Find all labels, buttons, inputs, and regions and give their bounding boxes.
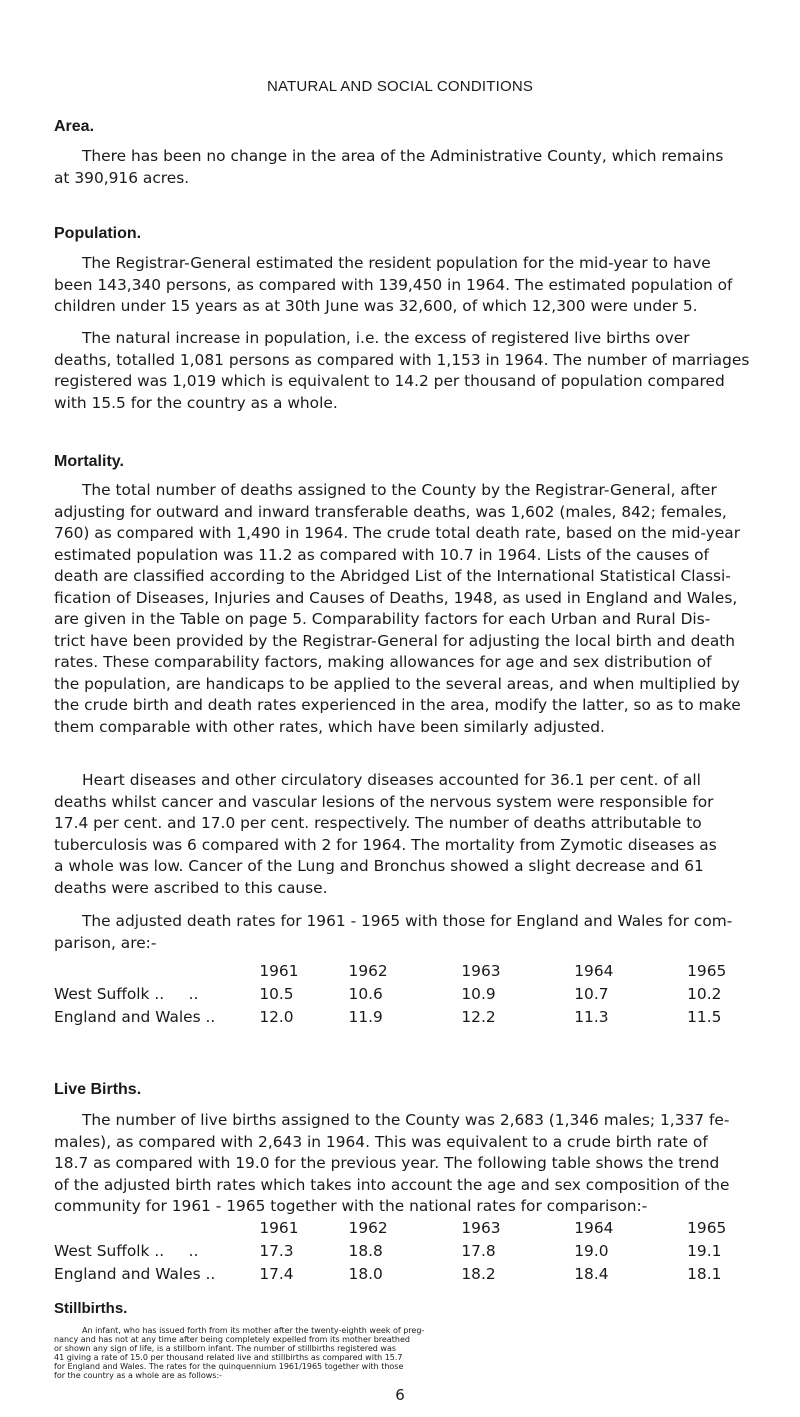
mortality-paragraph-1 — [54, 480, 754, 738]
mortality-p1-line-7: are given in the Table on page 5. Comparability factors for each Urban and Rural Dis- — [54, 610, 711, 628]
table-row — [54, 1008, 800, 1031]
year-header: 1964 — [574, 1219, 614, 1237]
mortality-p2-line-1: Heart diseases and other circulatory diseases accounted for 36.1 per cent. of all — [82, 771, 701, 789]
page-number: 6 — [395, 1386, 405, 1404]
stillbirths-line-6: for the country as a whole are as follows:- — [54, 1371, 223, 1380]
year-header: 1965 — [687, 1219, 727, 1237]
population-paragraph-2 — [54, 328, 754, 414]
heading-stillbirths: Stillbirths. — [54, 1300, 128, 1317]
mortality-p1-line-1: The total number of deaths assigned to the County by the Registrar-General, after — [82, 481, 717, 499]
table-cell: 11.3 — [574, 1008, 609, 1026]
table-cell: 11.5 — [687, 1008, 722, 1026]
mortality-p1-line-10: the population, are handicaps to be applied to the several areas, and when multiplied by — [54, 674, 740, 693]
population-p1-line-2: been 143,340 persons, as compared with 139,450 in 1964. The estimated population of — [54, 275, 733, 294]
heading-mortality: Mortality. — [54, 453, 124, 470]
mortality-p1-line-6: fication of Diseases, Injuries and Causes of Deaths, 1948, as used in England and Wales, — [54, 588, 738, 607]
mortality-p1-line-2: adjusting for outward and inward transferable deaths, was 1,602 (males, 842; females, — [54, 502, 727, 521]
birth-rates-table — [54, 1219, 800, 1288]
table-row — [54, 985, 800, 1008]
mortality-p3-line-1: The adjusted death rates for 1961 - 1965 with those for England and Wales for com- — [82, 912, 733, 930]
population-p2-line-3: registered was 1,019 which is equivalent to 14.2 per thousand of population compared — [54, 372, 725, 390]
year-header: 1965 — [687, 962, 727, 980]
table-cell: 10.6 — [348, 985, 383, 1003]
table-cell: 10.5 — [259, 985, 294, 1003]
mortality-paragraph-2 — [54, 770, 754, 899]
year-header: 1961 — [259, 962, 299, 980]
table-cell: 10.9 — [461, 985, 496, 1003]
area-paragraph — [54, 146, 754, 189]
table-cell: 17.8 — [461, 1242, 496, 1260]
stillbirths-line-2: nancy and has not at any time after being completely expelled from its mother breathed — [54, 1335, 410, 1344]
mortality-p1-line-8: trict have been provided by the Registrar-General for adjusting the local birth and death — [54, 631, 736, 650]
live-births-line-1: The number of live births assigned to the County was 2,683 (1,346 males; 1,337 fe- — [82, 1111, 730, 1129]
table-cell: 18.4 — [574, 1265, 609, 1283]
population-p2-line-4: with 15.5 for the country as a whole. — [54, 393, 338, 412]
table-cell: 18.1 — [687, 1265, 722, 1283]
table-cell: 17.3 — [259, 1242, 294, 1260]
table-cell: 10.2 — [687, 985, 722, 1003]
area-line-2: at 390,916 acres. — [54, 168, 190, 187]
population-p1-line-3: children under 15 years as at 30th June was 32,600, of which 12,300 were under 5. — [54, 297, 698, 315]
mortality-p2-line-4: tuberculosis was 6 compared with 2 for 1964. The mortality from Zymotic diseases as — [54, 835, 717, 854]
live-births-line-4: of the adjusted birth rates which takes into account the age and sex composition of the — [54, 1175, 730, 1194]
population-p1-line-1: The Registrar-General estimated the resident population for the mid-year to have — [82, 254, 711, 272]
live-births-line-5: community for 1961 - 1965 together with the national rates for comparison:- — [54, 1197, 648, 1215]
mortality-p1-line-12: them comparable with other rates, which have been similarly adjusted. — [54, 717, 605, 736]
table-cell: 10.7 — [574, 985, 609, 1003]
table-row — [54, 1242, 800, 1265]
population-paragraph-1 — [54, 253, 754, 318]
row-label: England and Wales .. — [54, 1008, 216, 1026]
year-header: 1963 — [461, 1219, 501, 1237]
mortality-p2-line-6: deaths were ascribed to this cause. — [54, 878, 328, 897]
table-cell: 18.2 — [461, 1265, 496, 1283]
mortality-paragraph-3 — [54, 911, 754, 954]
table-header-row — [54, 962, 800, 985]
table-cell: 12.2 — [461, 1008, 496, 1026]
table-cell: 18.8 — [348, 1242, 383, 1260]
table-cell: 11.9 — [348, 1008, 383, 1026]
row-label: West Suffolk .. .. — [54, 1242, 199, 1260]
year-header: 1964 — [574, 962, 614, 980]
live-births-line-3: 18.7 as compared with 19.0 for the previous year. The following table shows the trend — [54, 1154, 720, 1172]
mortality-p2-line-5: a whole was low. Cancer of the Lung and Bronchus showed a slight decrease and 61 — [54, 857, 704, 875]
stillbirths-line-5: for England and Wales. The rates for the quinquennium 1961/1965 together with those — [54, 1362, 404, 1371]
table-cell: 19.0 — [574, 1242, 609, 1260]
year-header: 1962 — [348, 962, 388, 980]
population-p2-line-2: deaths, totalled 1,081 persons as compared with 1,153 in 1964. The number of marriages — [54, 350, 750, 369]
year-header: 1963 — [461, 962, 501, 980]
year-header: 1961 — [259, 1219, 299, 1237]
population-p2-line-1: The natural increase in population, i.e. the excess of registered live births over — [82, 329, 690, 347]
table-header-row — [54, 1219, 800, 1242]
heading-live-births: Live Births. — [54, 1081, 142, 1098]
live-births-paragraph — [54, 1110, 754, 1218]
heading-population: Population. — [54, 225, 142, 242]
mortality-p1-line-3: 760) as compared with 1,490 in 1964. The crude total death rate, based on the mid-year — [54, 524, 741, 542]
stillbirths-line-1: An infant, who has issued forth from its mother after the twenty-eighth week of preg- — [82, 1326, 425, 1335]
page-title: NATURAL AND SOCIAL CONDITIONS — [266, 78, 534, 95]
mortality-p1-line-11: the crude birth and death rates experienced in the area, modify the latter, so as to make — [54, 696, 741, 714]
table-cell: 12.0 — [259, 1008, 294, 1026]
table-cell: 19.1 — [687, 1242, 722, 1260]
death-rates-table — [54, 962, 800, 1031]
heading-area: Area. — [54, 118, 95, 135]
live-births-line-2: males), as compared with 2,643 in 1964. This was equivalent to a crude birth rate of — [54, 1132, 708, 1151]
row-label: England and Wales .. — [54, 1265, 216, 1283]
year-header: 1962 — [348, 1219, 388, 1237]
mortality-p3-line-2: parison, are:- — [54, 933, 157, 952]
table-cell: 18.0 — [348, 1265, 383, 1283]
table-row — [54, 1265, 800, 1288]
stillbirths-paragraph — [54, 1326, 754, 1380]
mortality-p1-line-5: death are classified according to the Abridged List of the International Statistical Classi- — [54, 567, 731, 585]
area-line-1: There has been no change in the area of the Administrative County, which remains — [82, 147, 724, 165]
mortality-p1-line-9: rates. These comparability factors, making allowances for age and sex distribution of — [54, 653, 712, 671]
mortality-p2-line-2: deaths whilst cancer and vascular lesions of the nervous system were responsible for — [54, 792, 714, 811]
row-label: West Suffolk .. .. — [54, 985, 199, 1003]
stillbirths-line-4: 41 giving a rate of 15.0 per thousand related live and stillbirths as compared with 15.7 — [54, 1353, 403, 1362]
table-cell: 17.4 — [259, 1265, 294, 1283]
mortality-p1-line-4: estimated population was 11.2 as compared with 10.7 in 1964. Lists of the causes of — [54, 545, 709, 564]
stillbirths-line-3: or shown any sign of life, is a stillborn infant. The number of stillbirths registered was — [54, 1344, 397, 1353]
mortality-p2-line-3: 17.4 per cent. and 17.0 per cent. respectively. The number of deaths attributable to — [54, 814, 702, 832]
